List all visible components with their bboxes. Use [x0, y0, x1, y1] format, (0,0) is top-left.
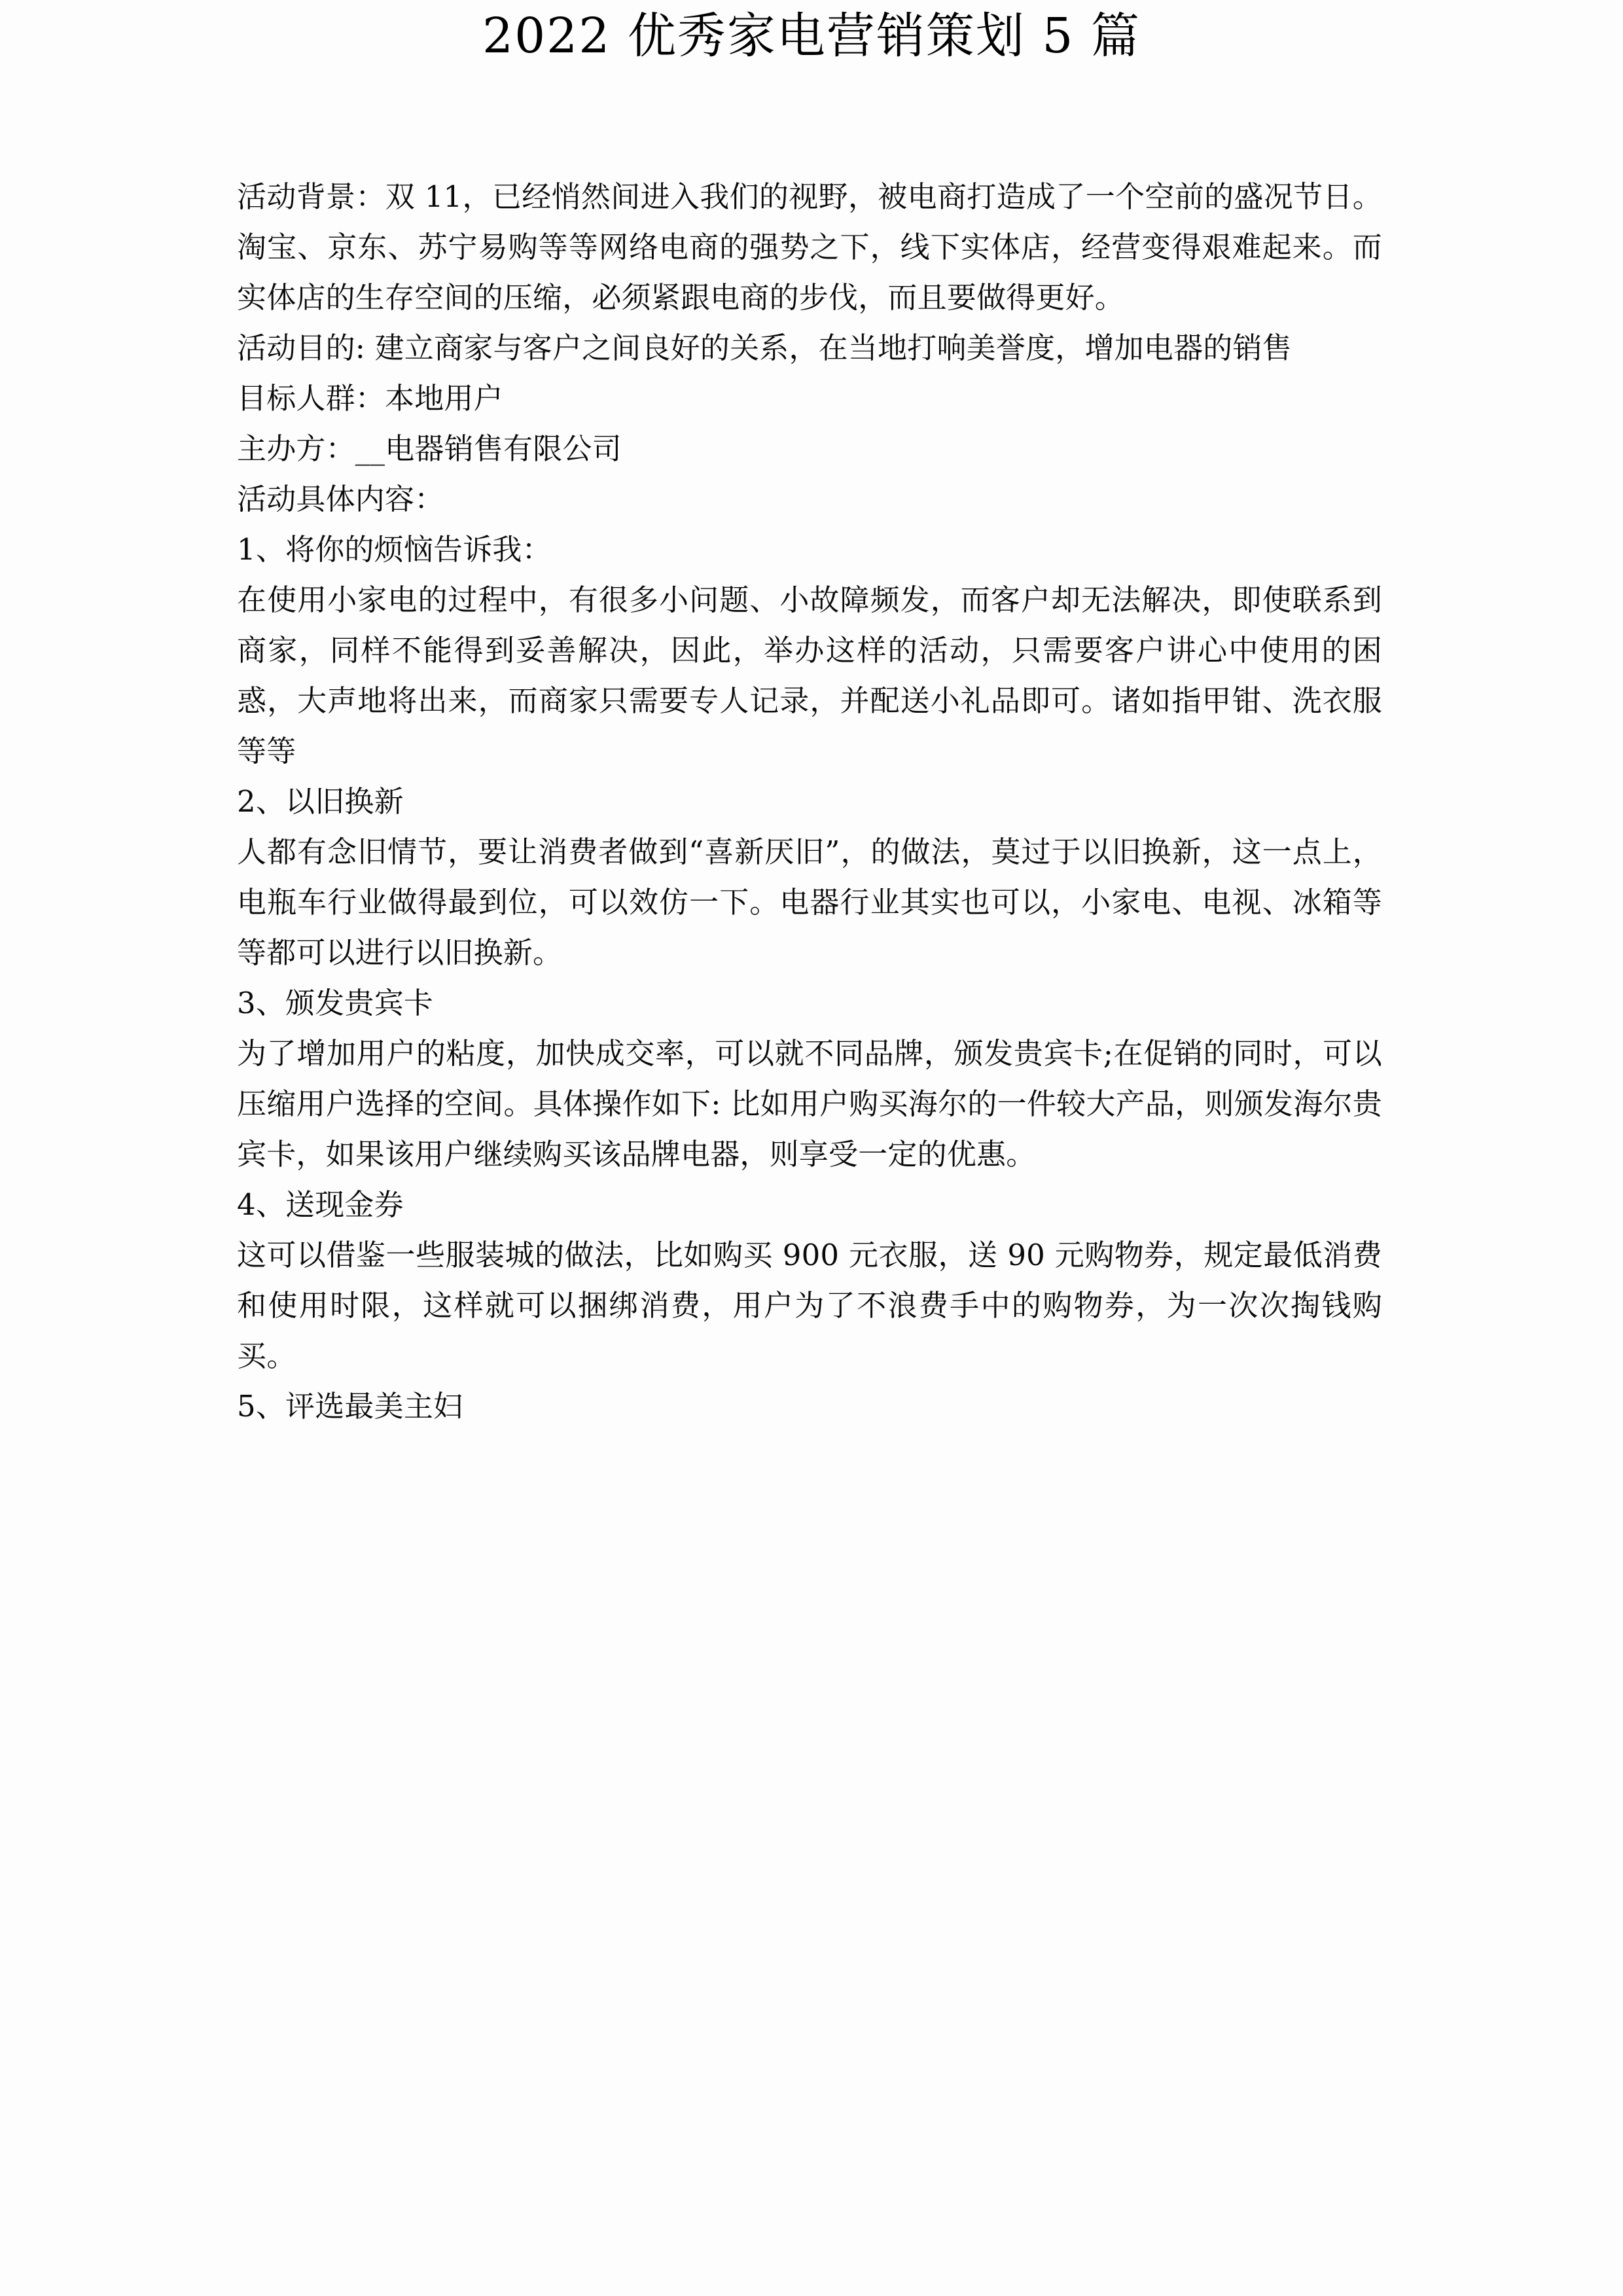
paragraph-organizer: 主办方：__电器销售有限公司 — [237, 431, 622, 466]
paragraph-item-3-body: 为了增加用户的粘度，加快成交率，可以就不同品牌，颁发贵宾卡;在促销的同时，可以压缩用户选择的空间。具体操作如下: 比如用户购买海尔的一件较大产品，则颁发海尔贵宾卡，如果该用户继续购买该品牌电器，则享受一定的优惠。 — [237, 1036, 1382, 1172]
paragraph-content-heading: 活动具体内容： — [237, 482, 444, 516]
paragraph-background: 活动背景：双 11，已经悄然间进入我们的视野，被电商打造成了一个空前的盛况节日。淘宝、京东、苏宁易购等等网络电商的强势之下，线下实体店，经营变得艰难起来。而实体店的生存空间的压缩，必须紧跟电商的步伐，而且要做得更好。 — [237, 179, 1382, 315]
heading-item-2: 2、以旧换新 — [237, 784, 404, 819]
heading-item-3: 3、颁发贵宾卡 — [237, 986, 434, 1020]
paragraph-item-2-body: 人都有念旧情节，要让消费者做到“喜新厌旧”，的做法，莫过于以旧换新，这一点上，电瓶车行业做得最到位，可以效仿一下。电器行业其实也可以，小家电、电视、冰箱等等都可以进行以旧换新。 — [237, 834, 1382, 970]
paragraph-target-audience: 目标人群：本地用户 — [237, 381, 503, 416]
paragraph-purpose: 活动目的: 建立商家与客户之间良好的关系，在当地打响美誉度，增加电器的销售 — [237, 331, 1292, 365]
document-body — [237, 171, 1382, 1431]
page-title: 2022 优秀家电营销策划 5 篇 — [482, 8, 1141, 64]
paragraph-item-4-body: 这可以借鉴一些服装城的做法，比如购买 900 元衣服，送 90 元购物券，规定最低消费和使用时限，这样就可以捆绑消费，用户为了不浪费手中的购物券，为一次次掏钱购买。 — [237, 1238, 1382, 1373]
heading-item-5: 5、评选最美主妇 — [237, 1389, 463, 1424]
heading-item-4: 4、送现金券 — [237, 1187, 404, 1222]
heading-item-1: 1、将你的烦恼告诉我： — [237, 532, 552, 567]
paragraph-item-1-body: 在使用小家电的过程中，有很多小问题、小故障频发，而客户却无法解决，即使联系到商家，同样不能得到妥善解决，因此，举办这样的活动，只需要客户讲心中使用的困惑，大声地将出来，而商家只需要专人记录，并配送小礼品即可。诸如指甲钳、洗衣服等等 — [237, 583, 1382, 768]
